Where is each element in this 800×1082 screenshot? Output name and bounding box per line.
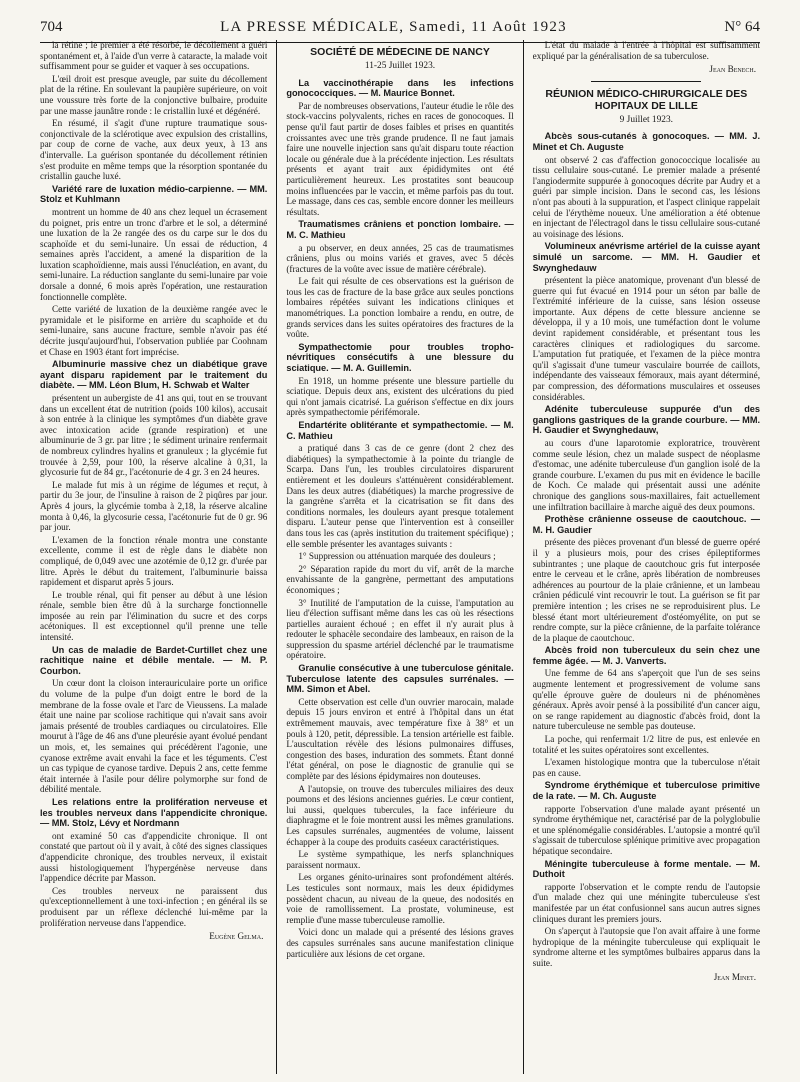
page-number: 704 — [40, 19, 63, 35]
paragraph: Le système sympathique, les nerfs splanchniques paraissent normaux. — [286, 849, 514, 870]
paragraph: Cette variété de luxation de la deuxième rangée avec le pyramidale et le pisiforme en arrière du scaphoïde et du semi-lunaire, sans aucune fracture, semble n'avoir pas été décrite jusqu'aujourd'hui, l'observation publiée par Coohnam et Chase en 1903 étant fort imprécise. — [40, 304, 268, 357]
paragraph: 3° Inutilité de l'amputation de la cuisse, l'amputation au lieu d'élection suffisant même dans les cas où les résections partielles auraient échoué ; en effet il n'y aurait plus à redouter le sphacèle secondaire des lambeaux, en raison de la suppression du spasme artériel déclenché par le traumatisme opératoire. — [286, 597, 514, 661]
article-head-sympathectomie — [286, 342, 513, 374]
article-head-anevrisme — [533, 241, 760, 273]
article-authors: — M. A. Guillemin. — [331, 363, 412, 374]
paragraph: Une femme de 64 ans s'aperçoit que l'un de ses seins augmente lentement et progressivement de volume sans qu'elle éprouve guère de douleurs ni de phénomènes généraux. Après avoir pensé à la possibilité d'un cancer aigu, on se range rapidement au diagnostic d'abcès froid, dont la nature tuberculeuse ne semble pas douteuse. — [532, 668, 761, 732]
section-date: 11-25 Juillet 1923. — [364, 61, 436, 71]
paragraph: présentent un aubergiste de 41 ans qui, tout en se trouvant dans un excellent état de nutrition (poids 100 kilos), accusait à son entrée à la clinique les symptômes d'un diabète grave avec intoxication acide (grande respiration) et une albuminurie de 3 gr. par litre ; le sédiment urinaire renfermait de nombreux cylindres hyalins et granuleux ; la glycémie fut trouvée à 2,59, pour 100, la réserve alcaline à 0,31, la glycosurie fut de 84 gr., l'acétonurie de 4 gr. 3 en 24 heures. — [40, 393, 268, 478]
article-authors: — MM. Léon Blum, H. Schwab et Walter — [77, 380, 250, 391]
article-title: Un cas de maladie de Bardet-Curtillet chez une rachitique naine et débile mentale. — [40, 644, 268, 666]
journal-title: LA PRESSE MÉDICALE, Samedi, 11 Août 1923 — [220, 19, 567, 35]
article-title: Syndrome érythémique et tuberculose primitive de la rate. — [532, 780, 761, 801]
article-title: Méningite tuberculeuse à forme mentale. — [544, 858, 732, 869]
article-authors: — MM. J. Minet et Ch. Auguste — [532, 131, 761, 152]
article-authors: — M. C. Mathieu — [286, 420, 514, 441]
column-1 — [40, 40, 267, 1074]
paragraph: En résumé, il s'agit d'une rupture traumatique sous-conjonctivale de la sclérotique avec expulsion des cristallins, par coup de corne de vache, aux deux yeux, à 13 ans d'intervalle. La guérison spontanée du décollement rétinien s'est produite en même temps que la résorption spontanée du cristallin gauche luxé. — [40, 118, 268, 182]
column-3 — [533, 40, 760, 1074]
article-title: Prothèse crânienne osseuse de caoutchouc. — [544, 514, 747, 525]
article-title: Volumineux anévrisme artériel de la cuisse ayant simulé un sarcome. — [532, 241, 761, 262]
paragraph: L'examen de la fonction rénale montra une constante excellente, comme il est de règle dans le diabète non compliqué, de 0,049 avec une azotémie de 0,12 gr. d'urée par litre. Après le début du traitement, l'albuminurie baissa rapidement et disparut après 5 jours. — [40, 534, 268, 588]
paragraph: a pu observer, en deux années, 25 cas de traumatismes crâniens, plus ou moins variés et graves, avec 5 décès (fractures de la voûte avec issue de matière cérébrale). — [286, 242, 514, 274]
article-title: Endartérite oblitérante et sympathectomie. — [298, 420, 488, 430]
paragraph: Le malade fut mis à un régime de légumes et reçut, à partir du 3e jour, de l'insuline à raison de 2 piqûres par jour. Après 4 jours, la glycémie tomba à 2,18, la réserve alcaline monta à 0,46, la glycosurie cessa, l'acétonurie fut de 0 gr. 96 par jour. — [40, 479, 268, 533]
article-authors: — M. Ch. Auguste — [578, 791, 657, 801]
signature: Jean Minet. — [713, 971, 757, 982]
article-head-vaccinotherapie — [286, 78, 513, 99]
section-rule — [591, 81, 701, 82]
paragraph: a pratiqué dans 3 cas de ce genre (dont 2 chez des diabétiques) la sympathectomie à la pointe du triangle de Scarpa. Dans l'un, les troubles circulatoires disparurent entièrement et les douleurs s'atténuèrent considérablement. Dans les deux autres (diabétiques) la marche progressive de la gangrène s'arrêta et la cicatrisation se fit dans des conditions normales, les douleurs ayant presque totalement disparu. L'auteur pense que l'intervention est à conseiller dans tous les cas (après institution du traitement spécifique) ; elle semble présenter les avantages suivants : — [286, 443, 514, 549]
paragraph: On s'aperçut à l'autopsie que l'on avait affaire à une forme hydropique de la méningite tuberculeuse qui expliquait le syndrome alterne et les symptômes bulbaires apparus dans la suite. — [532, 926, 761, 968]
paragraph: L'état du malade à l'entrée à l'hôpital est suffisamment expliqué par la généralisation de sa tuberculose. — [532, 40, 761, 61]
article-head-endarterite — [286, 420, 513, 441]
paragraph: Un cœur dont la cloison interauriculaire porte un orifice du volume de la pulpe d'un doigt entre le bord de la membrane de la fosse ovale et l'arc de Vieussens. La malade était une naine par scoliose rachitique qui n'avait sans avoir jamais présenté de troubles cardiaques ou circulatoires. Elle mourut à l'âge de 46 ans d'une pleurésie ayant évolué pendant un mois, et, les semaines qui précédèrent l'agonie, une cyanose extrême avait envahi la face et les téguments. C'est un cas typique de cyanose tardive. Depuis 2 ans, cette femme était internée à l'asile pour délire polymorphe sur fond de débilité mentale. — [40, 678, 268, 795]
paragraph: Le trouble rénal, qui fit penser au début à une lésion rénale, semble bien être dû à la surcharge fonctionnelle imposée au rein par l'élimination du sucre et des corps acétoniques. Il est exceptionnel qu'il prenne une telle intensité. — [40, 589, 268, 643]
paragraph: L'examen histologique montra que la tuberculose n'était pas en cause. — [532, 757, 761, 778]
section-date: 9 Juillet 1923. — [619, 114, 674, 125]
article-title: Traumatismes crâniens et ponction lombaire. — [298, 219, 501, 230]
article-title: Albuminurie massive chez un diabétique grave ayant disparu rapidement par le traitement du diabète. — [40, 359, 268, 391]
paragraph: présentent la pièce anatomique, provenant d'un blessé de guerre qui fut évacué en 1914 pour un séton par balle de l'extrémité inférieure de la cuisse, sans lésion osseuse importante. Aux dépens de cette blessure ancienne se développa, il y a 10 mois, une tuméfaction dont le volume devint rapidement considérable, et présentant tous les caractères cliniques et radiologiques du sarcome. L'amputation fut pratiquée, et l'examen de la pièce montra qu'il s'agissait d'une tumeur vasculaire bourrée de caillots, indépendante des vaisseaux fémoraux, mais ayant déterminé, par compression, des déformations musculaires et osseuses considérables. — [532, 275, 761, 402]
paragraph: Voici donc un malade qui a présenté des lésions graves des capsules surrénales sans aucune manifestation clinique particulière aux lésions de cet organe. — [286, 927, 514, 959]
column-2 — [286, 40, 513, 1074]
paragraph: présente des pièces provenant d'un blessé de guerre opéré il y a plusieurs mois, pour des crises épileptiformes subintrantes ; une plaque de caoutchouc gris fut interposée entre le cerveau et le crâne, après libération de nombreuses adhérences au pourtour de la plaie crânienne, et un lambeau crânien pédiculé vint recouvrir le tout. La guérison se fit par première intention ; les crises ne se reproduisirent plus. Le blessé étant mort ultérieurement d'ostéomyélite, on put se rendre compte, sur la pièce crânienne, de la parfaite tolérance de la plaque de caoutchouc. — [532, 537, 761, 643]
article-authors: — MM. Stolz et Kuhlmann — [40, 183, 268, 205]
paragraph: Ces troubles nerveux ne paraissent dus qu'exceptionnellement à une toxi-infection ; en général ils se produisent par un réflexe déclenché lui-même par la prolifération nerveuse dans l'appendice. — [40, 885, 268, 928]
article-authors: — MM. H. Gaudier et Swynghedauw, — [532, 414, 761, 436]
article-title: Sympathectomie pour troubles tropho-névritiques consécutifs à une blessure du sciatique. — [286, 341, 514, 374]
signature: Jean Benech. — [709, 64, 757, 75]
article-authors: — M. H. Gaudier — [532, 514, 761, 535]
article-head-adenite — [533, 404, 760, 436]
paragraph: ont observé 2 cas d'affection gonococcique localisée au tissu cellulaire sous-cutané. Le premier malade a présenté l'angiodermite suppurée à gonocoques décrite par Audry et a guéri par simple incision. Dans le second cas, les lésions n'ont pas abouti à la suppuration, et l'aspect clinique rappelait celui de l'érythème noueux. Une amélioration a été obtenue en injectant de l'électragol dans le tissu cellulaire sous-cutané au voisinage des lésions. — [532, 154, 761, 239]
section-title: SOCIÉTÉ DE MÉDECINE DE NANCY — [310, 46, 490, 58]
article-title: Les relations entre la prolifération nerveuse et les troubles nerveux dans l'appendicite chronique. — [40, 796, 268, 818]
article-title: La vaccinothérapie dans les infections gonococciques. — [286, 77, 514, 99]
article-head-abces-froid — [533, 645, 760, 666]
paragraph: Le fait qui résulte de ces observations est la guérison de tous les cas de fracture de la base grâce aux seules ponctions lombaires répétées suivant les indications cliniques et manométriques. La ponction lombaire a rendu, en outre, de grands services dans les suites opératoires des fractures de la voûte. — [286, 276, 514, 340]
article-head-bardet-curtillet — [40, 645, 267, 677]
column-divider — [523, 40, 524, 1074]
article-title: Adénite tuberculeuse suppurée d'un des ganglions gastriques de la grande courbure. — [532, 404, 761, 425]
section-title: RÉUNION MÉDICO-CHIRURGICALE DES HOPITAUX DE LILLE — [545, 87, 748, 112]
article-authors: — MM. H. Gaudier et Swynghedauw — [532, 251, 761, 273]
article-authors: — MM. Stolz, Lévy et Nordmann — [40, 818, 180, 829]
article-authors: — M. C. Mathieu — [286, 219, 514, 240]
paragraph: rapporte l'observation d'une malade ayant présenté un syndrome érythémique net, caractérisé par de la polyglobulie et une splénomégalie considérables. L'autopsie a montré qu'il s'agissait de tuberculose splénique primitive avec propagation hépatique secondaire. — [532, 803, 761, 856]
article-authors: — M. Duthoit — [532, 858, 761, 880]
paragraph: Cette observation est celle d'un ouvrier marocain, malade depuis 15 jours environ et entré à l'hôpital dans un état extrêmement mauvais, avec température fixe à 38° et un pouls à 120, petit, dépressible. La tension artérielle est faible. L'auscultation révèle des lésions pulmonaires diffuses, congestion des bases, induration des sommets. Étant donné l'état général, on pose le diagnostic de granulie qui se complète par des lésions épidymaires non douteuses. — [286, 696, 514, 781]
running-head — [40, 14, 760, 43]
paragraph: A l'autopsie, on trouve des tubercules miliaires des deux poumons et des lésions anciennes guéries. Le cœur contient, lui aussi, quelques tubercules, la face inférieure du diaphragme et le foie montrent aussi les mêmes granulations. Les capsules surrénales, augmentées de volume, laissent échapper à la coupe des produits caséeux caractéristiques. — [286, 783, 514, 847]
article-head-appendicite — [40, 797, 267, 829]
article-authors: — M. P. Courbon. — [40, 655, 268, 676]
article-authors: — M. Maurice Bonnet. — [358, 88, 455, 99]
article-head-syndrome — [533, 780, 760, 801]
paragraph: au cours d'une laparotomie exploratrice, trouvèrent comme seule lésion, chez un malade suspect de néoplasme d'estomac, une adénite tuberculeuse d'un ganglion isolé de la grande courbure. L'examen du pus mit en évidence le bacille de Koch. Ce malade qui présentait aussi une adénite chronique des ganglions sous-maxillaires, fait actuellement une infiltration bacillaire à marche aiguë des deux poumons. — [532, 438, 761, 512]
issue-number: N° 64 — [724, 19, 760, 35]
article-head-granulie — [286, 663, 513, 695]
article-title: Abcès froid non tuberculeux du sein chez une femme âgée. — [532, 645, 761, 666]
article-title: Granulie consécutive à une tuberculose génitale. Tuberculose latente des capsules surrénales. — [286, 663, 514, 684]
article-head-prothese — [533, 514, 760, 535]
article-title: Abcès sous-cutanés à gonocoques. — [544, 131, 710, 142]
paragraph: ont examiné 50 cas d'appendicite chronique. Il ont constaté que partout où il y avait, à côté des signes classiques d'appendicite chronique, des troubles nerveux, il existait aussi histologiquement l'hypergénèse nerveuse dans l'appendice décrite par Masson. — [40, 830, 268, 884]
paragraph: rapporte l'observation et le compte rendu de l'autopsie d'un malade chez qui une méningite tuberculeuse s'est manifestée par un état confusionnel sans aucun autres signes cliniques durant les premiers jours. — [532, 881, 761, 924]
paragraph: Par de nombreuses observations, l'auteur étudie le rôle des stock-vaccins polyvalents, riches en races de gonocoques. Il pense qu'il faut partir de doses faibles et prises en quantités croissantes avec une très grande prudence. Il ne faut jamais faire une nouvelle injection sans qu'ait disparu toute réaction locale ou générale due à la précédente injection. Les résultats présents et ayant trait aux épididymites ont été particulièrement heureux. Les prostatites sont beaucoup moins influencées par le vaccin, et même parfois pas du tout. Le massage, dans ces cas, semble encore donner les meilleurs résultats. — [286, 100, 514, 217]
article-head-abces — [533, 131, 760, 152]
article-authors: — MM. Simon et Abel. — [286, 673, 514, 695]
article-head-albuminurie — [40, 359, 267, 391]
article-head-luxation — [40, 184, 267, 205]
article-head-traumatismes — [286, 219, 513, 240]
article-authors: — M. J. Vanverts. — [590, 655, 667, 666]
paragraph: En 1918, un homme présente une blessure partielle du sciatique. Depuis deux ans, existent des ulcérations du pied qui n'ont jamais cicatrisé. La guérison s'effectue en dix jours après sympathectomie périfémorale. — [286, 375, 514, 418]
paragraph: 1° Suppression ou atténuation marquée des douleurs ; — [298, 551, 496, 562]
paragraph: 2° Séparation rapide du mort du vif, arrêt de la marche envahissante de la gangrène, permettant des amputations économiques ; — [286, 563, 514, 595]
paragraph: La poche, qui renfermait 1/2 litre de pus, est enlevée en totalité et les suites opératoires sont excellentes. — [532, 734, 761, 755]
article-title: Variété rare de luxation médio-carpienne. — [52, 183, 235, 194]
column-divider — [276, 40, 277, 1074]
article-head-meningite — [533, 859, 760, 880]
paragraph: montrent un homme de 40 ans chez lequel un écrasement du poignet, pris entre un tronc d'arbre et le sol, a déterminé une luxation de la 2e rangée des os du carpe sur le dos du scaphoïde et du semi-lunaire. Un essai de réduction, 4 semaines après l'accident, a amené la disparition de la luxation scaphoïdienne, mais aussi l'énucléation, en avant, du semi-lunaire. La réduction sanglante du semi-lunaire par voie dorsale a donné, 6 mois après l'opération, une restauration fonctionnelle complète. — [40, 206, 268, 302]
paragraph: L'œil droit est presque aveugle, par suite du décollement plat de la rétine. En soulevant la paupière supérieure, on voit une voussure très forte de la conjonctive bulbaire, produite par une masse jaunâtre ronde : le cristallin luxé et dégénéré. — [40, 73, 268, 116]
paragraph: la rétine ; le premier a été résorbé, le décollement a guéri spontanément et, à l'aide d'un verre à cataracte, la malade voit suffisamment pour se guider et vaquer à ses occupations. — [40, 40, 268, 72]
signature: Eugène Gelma. — [209, 931, 264, 942]
paragraph: Les organes génito-urinaires sont profondément altérés. Les testicules sont normaux, mais les deux épididymes possèdent chacun, au niveau de la queue, des nodosités en voie de ramollissement. La prostate, volumineuse, est remplie d'une masse tuberculeuse ramollie. — [286, 872, 514, 925]
columns — [40, 40, 760, 1074]
